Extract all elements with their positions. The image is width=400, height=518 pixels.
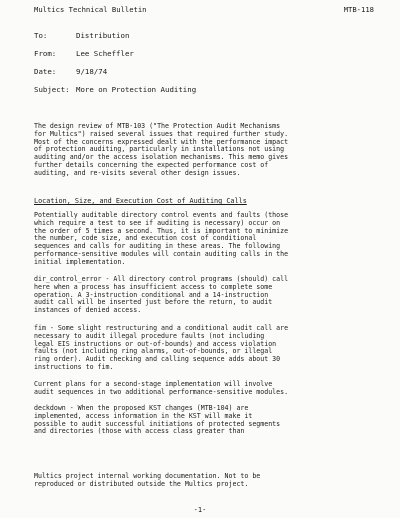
paragraph-deckdown: deckdown - When the proposed KST changes (MTB-104) are implemented, access information in the KST will make it possible to audit successful initiations of protected segments and directories (those with access class greater than xyxy=(34,404,281,436)
memo-to-value: Distribution xyxy=(76,31,130,40)
memo-subject-value: More on Protection Auditing xyxy=(76,85,197,94)
memo-subject-label: Subject: xyxy=(34,85,70,94)
memo-from-row xyxy=(34,49,134,58)
memo-subject-row xyxy=(34,85,196,94)
intro-paragraph: The design review of MTB-103 ("The Protection Audit Mechanisms for Multics") raised several issues that required further study. Most of the concerns expressed dealt with the performance impact of protection auditing, particularly in installations not using auditing and/or the access isolation mechanisms. This memo gives further details concerning the expected performance cost of auditing, and re-visits several other design issues. xyxy=(34,122,289,177)
memo-from-value: Lee Scheffler xyxy=(76,49,134,58)
paragraph-event-frequency: Potentially auditable directory control events and faults (those which require a test to see if auditing is necessary) occur on the order of 5 times a second. Thus, it is important to minimize the number, code size, and execution cost of conditional sequences and calls for auditing in these areas. The following performance-sensitive modules will contain auditing calls in the initial implementation. xyxy=(34,211,289,266)
page-number: -1- xyxy=(193,506,207,514)
section-heading: Location, Size, and Execution Cost of Auditing Calls xyxy=(34,197,247,205)
distribution-notice: Multics project internal working documentation. Not to be reproduced or distributed outside the Multics project. xyxy=(34,472,261,488)
paragraph-fim: fim - Some slight restructuring and a conditional audit call are necessary to audit illegal procedure faults (not including legal EIS instructions or out-of-bounds) and access violation faults (not including ring alarms, out-of-bounds, or illegal ring order). Audit checking and calling sequence adds about 30 instructions to fim. xyxy=(34,324,289,371)
memo-to-row xyxy=(34,31,129,40)
paragraph-second-stage: Current plans for a second-stage implementation will involve audit sequences in two additional performance-sensitive modules. xyxy=(34,380,289,396)
bulletin-number: MTB-118 xyxy=(343,5,374,14)
memo-to-label: To: xyxy=(34,31,48,40)
paragraph-dir-control-error: dir_control_error - All directory control programs (should) call here when a process has insufficient access to complete some operation. A 3-instruction conditional and a 14-instruction audit call will be inserted just before the return, to audit instances of denied access. xyxy=(34,275,289,315)
bulletin-header: Multics Technical Bulletin xyxy=(34,5,147,14)
memo-date-value: 9/18/74 xyxy=(76,67,108,76)
memo-from-label: From: xyxy=(34,49,57,58)
memo-date-row xyxy=(34,67,107,76)
memo-date-label: Date: xyxy=(34,67,57,76)
